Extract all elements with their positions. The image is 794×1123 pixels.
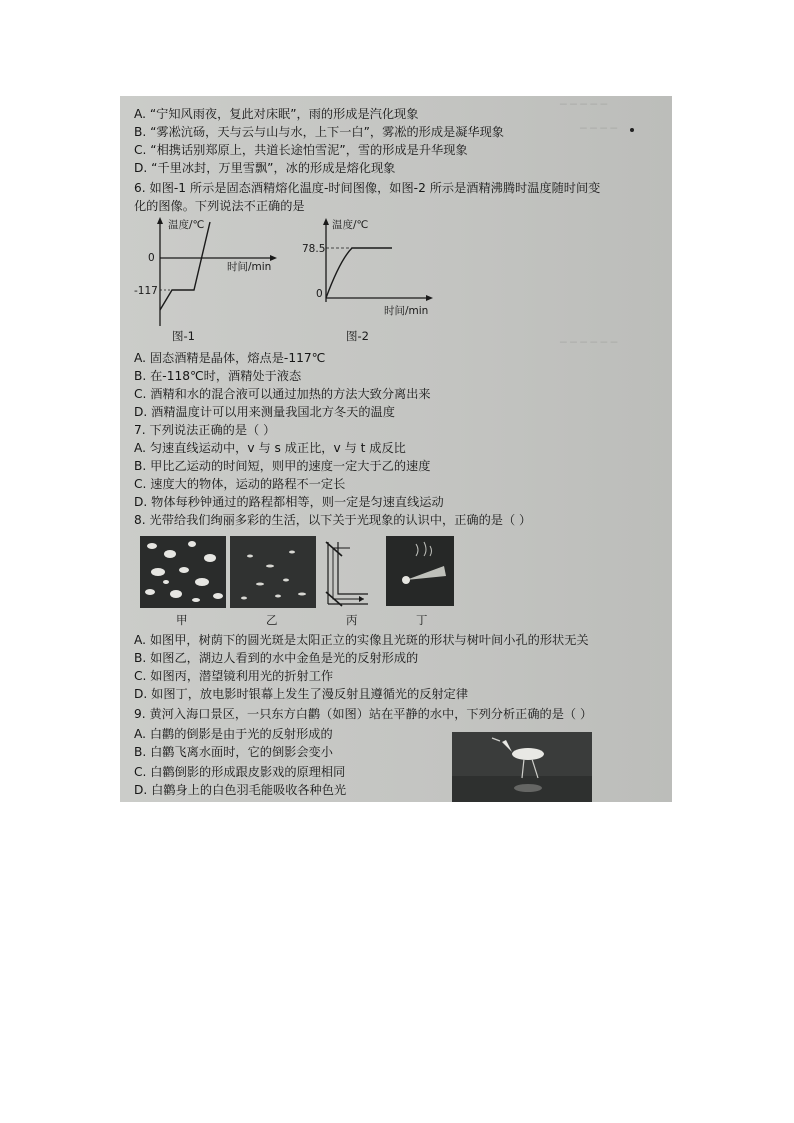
figure-2-x-arrow — [426, 295, 433, 301]
q5-option-a: A. “宁知风雨夜，复此对床眠”，雨的形成是汽化现象 — [134, 107, 419, 121]
q5-option-b: B. “雾凇沆砀，天与云与山与水，上下一白”，雾凇的形成是凝华现象 — [134, 125, 504, 139]
figure-2-ylabel: 温度/℃ — [332, 219, 369, 231]
photo-ding-label: 丁 — [416, 613, 428, 627]
q6-stem-line-1: 6. 如图-1 所示是固态酒精熔化温度-时间图像，如图-2 所示是酒精沸腾时温度随时间变 — [134, 181, 601, 195]
q6-stem-line-2: 化的图像。下列说法不正确的是 — [134, 199, 305, 213]
figure-1-y-arrow — [157, 217, 163, 224]
bleed-through: ─ ─ ─ ─ ─ — [560, 98, 608, 111]
bleed-through: ─ ─ ─ ─ — [580, 122, 617, 135]
q9-option-d: D. 白鹳身上的白色羽毛能吸收各种色光 — [134, 783, 347, 797]
q7-option-a: A. 匀速直线运动中，v 与 s 成正比，v 与 t 成反比 — [134, 441, 406, 455]
figure-2-caption: 图-2 — [346, 329, 369, 343]
q7-stem: 7. 下列说法正确的是（ ） — [134, 423, 276, 437]
photo-white-stork — [452, 732, 592, 802]
q6-option-c: C. 酒精和水的混合液可以通过加热的方法大致分离出来 — [134, 387, 431, 401]
q7-option-c: C. 速度大的物体，运动的路程不一定长 — [134, 477, 346, 491]
ink-dot — [630, 128, 634, 132]
q9-stem: 9. 黄河入海口景区，一只东方白鹳（如图）站在平静的水中，下列分析正确的是（ ） — [134, 707, 593, 721]
q9-option-c: C. 白鹳倒影的形成跟皮影戏的原理相同 — [134, 765, 346, 779]
q8-option-b: B. 如图乙，湖边人看到的水中金鱼是光的反射形成的 — [134, 651, 419, 665]
q9-option-a: A. 白鹳的倒影是由于光的反射形成的 — [134, 727, 333, 741]
scanned-exam-page — [120, 96, 672, 802]
figure-1-ylabel: 温度/℃ — [168, 219, 205, 231]
diagram-bing-periscope — [324, 538, 372, 608]
figure-1-melting-graph — [132, 214, 282, 334]
figure-2-curve — [326, 248, 392, 298]
q8-option-c: C. 如图丙，潜望镜利用光的折射工作 — [134, 669, 334, 683]
figure-2-y-arrow — [323, 218, 329, 225]
q6-option-d: D. 酒精温度计可以用来测量我国北方冬天的温度 — [134, 405, 395, 419]
figure-1-curve — [160, 222, 210, 310]
figure-1-tick-melt: -117 — [134, 285, 158, 297]
q7-option-b: B. 甲比乙运动的时间短，则甲的速度一定大于乙的速度 — [134, 459, 431, 473]
figure-2-tick-boil: 78.5 — [302, 243, 326, 255]
diagram-bing-label: 丙 — [346, 613, 358, 627]
q5-option-d: D. “千里冰封，万里雪飘”，冰的形成是熔化现象 — [134, 161, 396, 175]
photo-yi-label: 乙 — [266, 613, 278, 627]
figure-1-xlabel: 时间/min — [227, 261, 272, 273]
figure-2-boiling-graph — [300, 214, 440, 318]
figure-2-xlabel: 时间/min — [384, 305, 429, 317]
q7-option-d: D. 物体每秒钟通过的路程都相等，则一定是匀速直线运动 — [134, 495, 444, 509]
photo-ding-projector — [386, 536, 454, 606]
figure-2-tick-zero: 0 — [316, 288, 323, 300]
figure-1-tick-zero: 0 — [148, 252, 155, 264]
q5-option-c: C. “相携话别郑原上，共道长途怕雪泥”，雪的形成是升华现象 — [134, 143, 468, 157]
photo-jia-light-spots — [140, 536, 226, 608]
figure-1-caption: 图-1 — [172, 329, 195, 343]
q8-option-d: D. 如图丁，放电影时银幕上发生了漫反射且遵循光的反射定律 — [134, 687, 469, 701]
q6-option-b: B. 在-118℃时，酒精处于液态 — [134, 369, 302, 383]
q8-stem: 8. 光带给我们绚丽多彩的生活，以下关于光现象的认识中，正确的是（ ） — [134, 513, 532, 527]
q6-option-a: A. 固态酒精是晶体，熔点是-117℃ — [134, 351, 326, 365]
photo-jia-label: 甲 — [176, 613, 188, 627]
q9-option-b: B. 白鹳飞离水面时，它的倒影会变小 — [134, 745, 333, 759]
photo-yi-goldfish — [230, 536, 316, 608]
bleed-through: ─ ─ ─ ─ ─ ─ — [560, 336, 618, 349]
q8-option-a: A. 如图甲，树荫下的圆光斑是太阳正立的实像且光斑的形状与树叶间小孔的形状无关 — [134, 633, 589, 647]
